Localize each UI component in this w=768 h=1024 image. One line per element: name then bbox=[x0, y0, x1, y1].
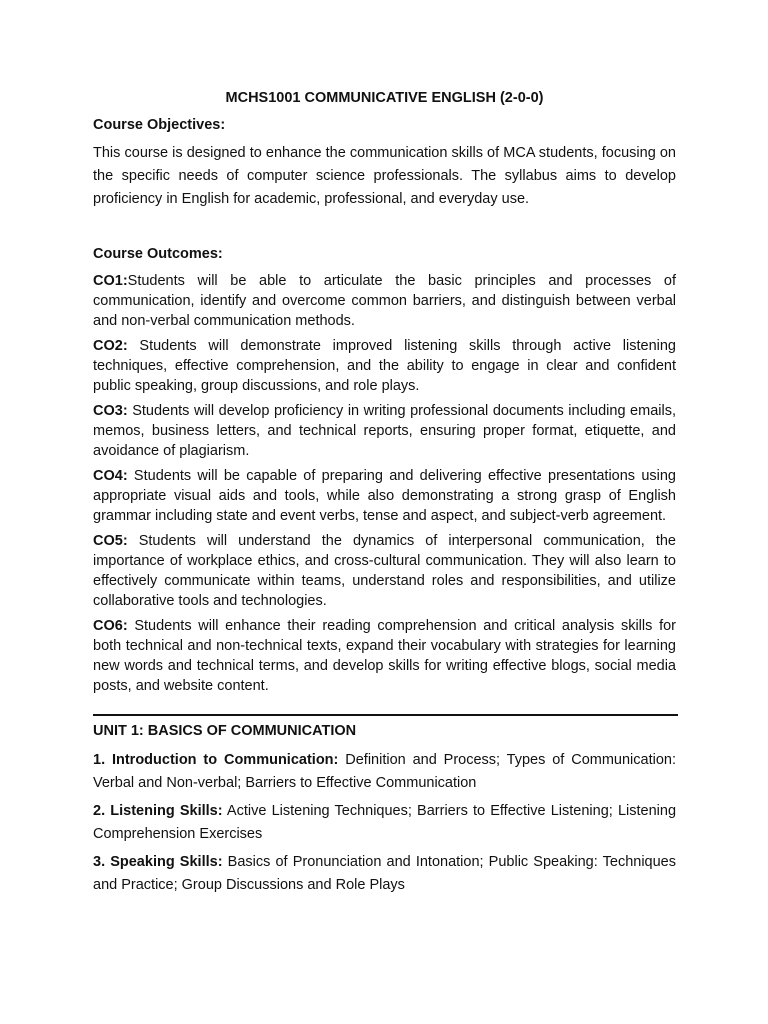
topic-text: Definition and Process; Types of Communication: Verbal and Non-verbal; Barriers to Effective Communication bbox=[93, 752, 676, 791]
unit-topic-3 bbox=[93, 851, 676, 897]
outcome-item-co6 bbox=[93, 616, 676, 696]
outcome-text: Students will understand the dynamics of interpersonal communication, the importance of workplace ethics, and cross-cultural communication. They will also learn to effectively communicate within teams, understand roles and responsibilities, and utilize collaborative tools and technologies. bbox=[93, 533, 676, 609]
objectives-text: This course is designed to enhance the communication skills of MCA students, focusing on the specific needs of computer science professionals. The syllabus aims to develop proficiency in English for academic, professional, and everyday use. bbox=[93, 145, 676, 207]
outcome-item-co4 bbox=[93, 466, 676, 526]
course-title: MCHS1001 COMMUNICATIVE ENGLISH (2-0-0) bbox=[225, 90, 544, 106]
topic-text: Active Listening Techniques; Barriers to Effective Listening; Listening Comprehension Exercises bbox=[93, 803, 677, 842]
outcome-label: CO2: bbox=[93, 338, 128, 354]
outcome-label: CO5: bbox=[93, 533, 128, 549]
outcome-item-co3 bbox=[93, 401, 676, 461]
outcome-text: Students will enhance their reading comprehension and critical analysis skills for both technical and non-technical texts, expand their vocabulary with strategies for learning new words and technical terms, and develop skills for writing effective blogs, social media posts, and website content. bbox=[93, 618, 676, 694]
objectives-heading: Course Objectives: bbox=[93, 117, 226, 133]
outcomes-list bbox=[93, 271, 676, 696]
outcome-label: CO3: bbox=[93, 403, 128, 419]
outcomes-heading: Course Outcomes: bbox=[93, 246, 223, 262]
outcome-item-co1 bbox=[93, 271, 676, 331]
section-divider bbox=[93, 714, 678, 716]
outcome-text: Students will develop proficiency in writing professional documents including emails, memos, business letters, and technical reports, ensuring proper format, etiquette, and avoidance of plagiarism. bbox=[93, 403, 676, 459]
outcome-text: Students will be capable of preparing and delivering effective presentations using appropriate visual aids and tools, while also demonstrating a strong grasp of English grammar including state and event verbs, tense and aspect, and subject-verb agreement. bbox=[93, 468, 676, 524]
document-page bbox=[93, 88, 676, 902]
unit-topic-2 bbox=[93, 800, 676, 846]
topic-label: 1. Introduction to Communication: bbox=[93, 752, 339, 768]
topic-text: Basics of Pronunciation and Intonation; Public Speaking: Techniques and Practice; Group Discussions and Role Plays bbox=[93, 854, 676, 893]
topic-label: 2. Listening Skills: bbox=[93, 803, 223, 819]
outcome-text: Students will demonstrate improved listening skills through active listening techniques, effective comprehension, and the ability to engage in clear and confident public speaking, group discussions, and role plays. bbox=[93, 338, 676, 394]
outcome-text: Students will be able to articulate the basic principles and processes of communication, identify and overcome common barriers, and distinguish between verbal and non-verbal communication methods. bbox=[93, 273, 676, 329]
outcome-label: CO6: bbox=[93, 618, 128, 634]
outcome-item-co2 bbox=[93, 336, 676, 396]
outcome-item-co5 bbox=[93, 531, 676, 611]
unit-title: UNIT 1: BASICS OF COMMUNICATION bbox=[93, 723, 357, 739]
outcome-label: CO4: bbox=[93, 468, 128, 484]
topic-label: 3. Speaking Skills: bbox=[93, 854, 223, 870]
unit-topic-1 bbox=[93, 749, 676, 795]
outcome-label: CO1: bbox=[93, 273, 128, 289]
